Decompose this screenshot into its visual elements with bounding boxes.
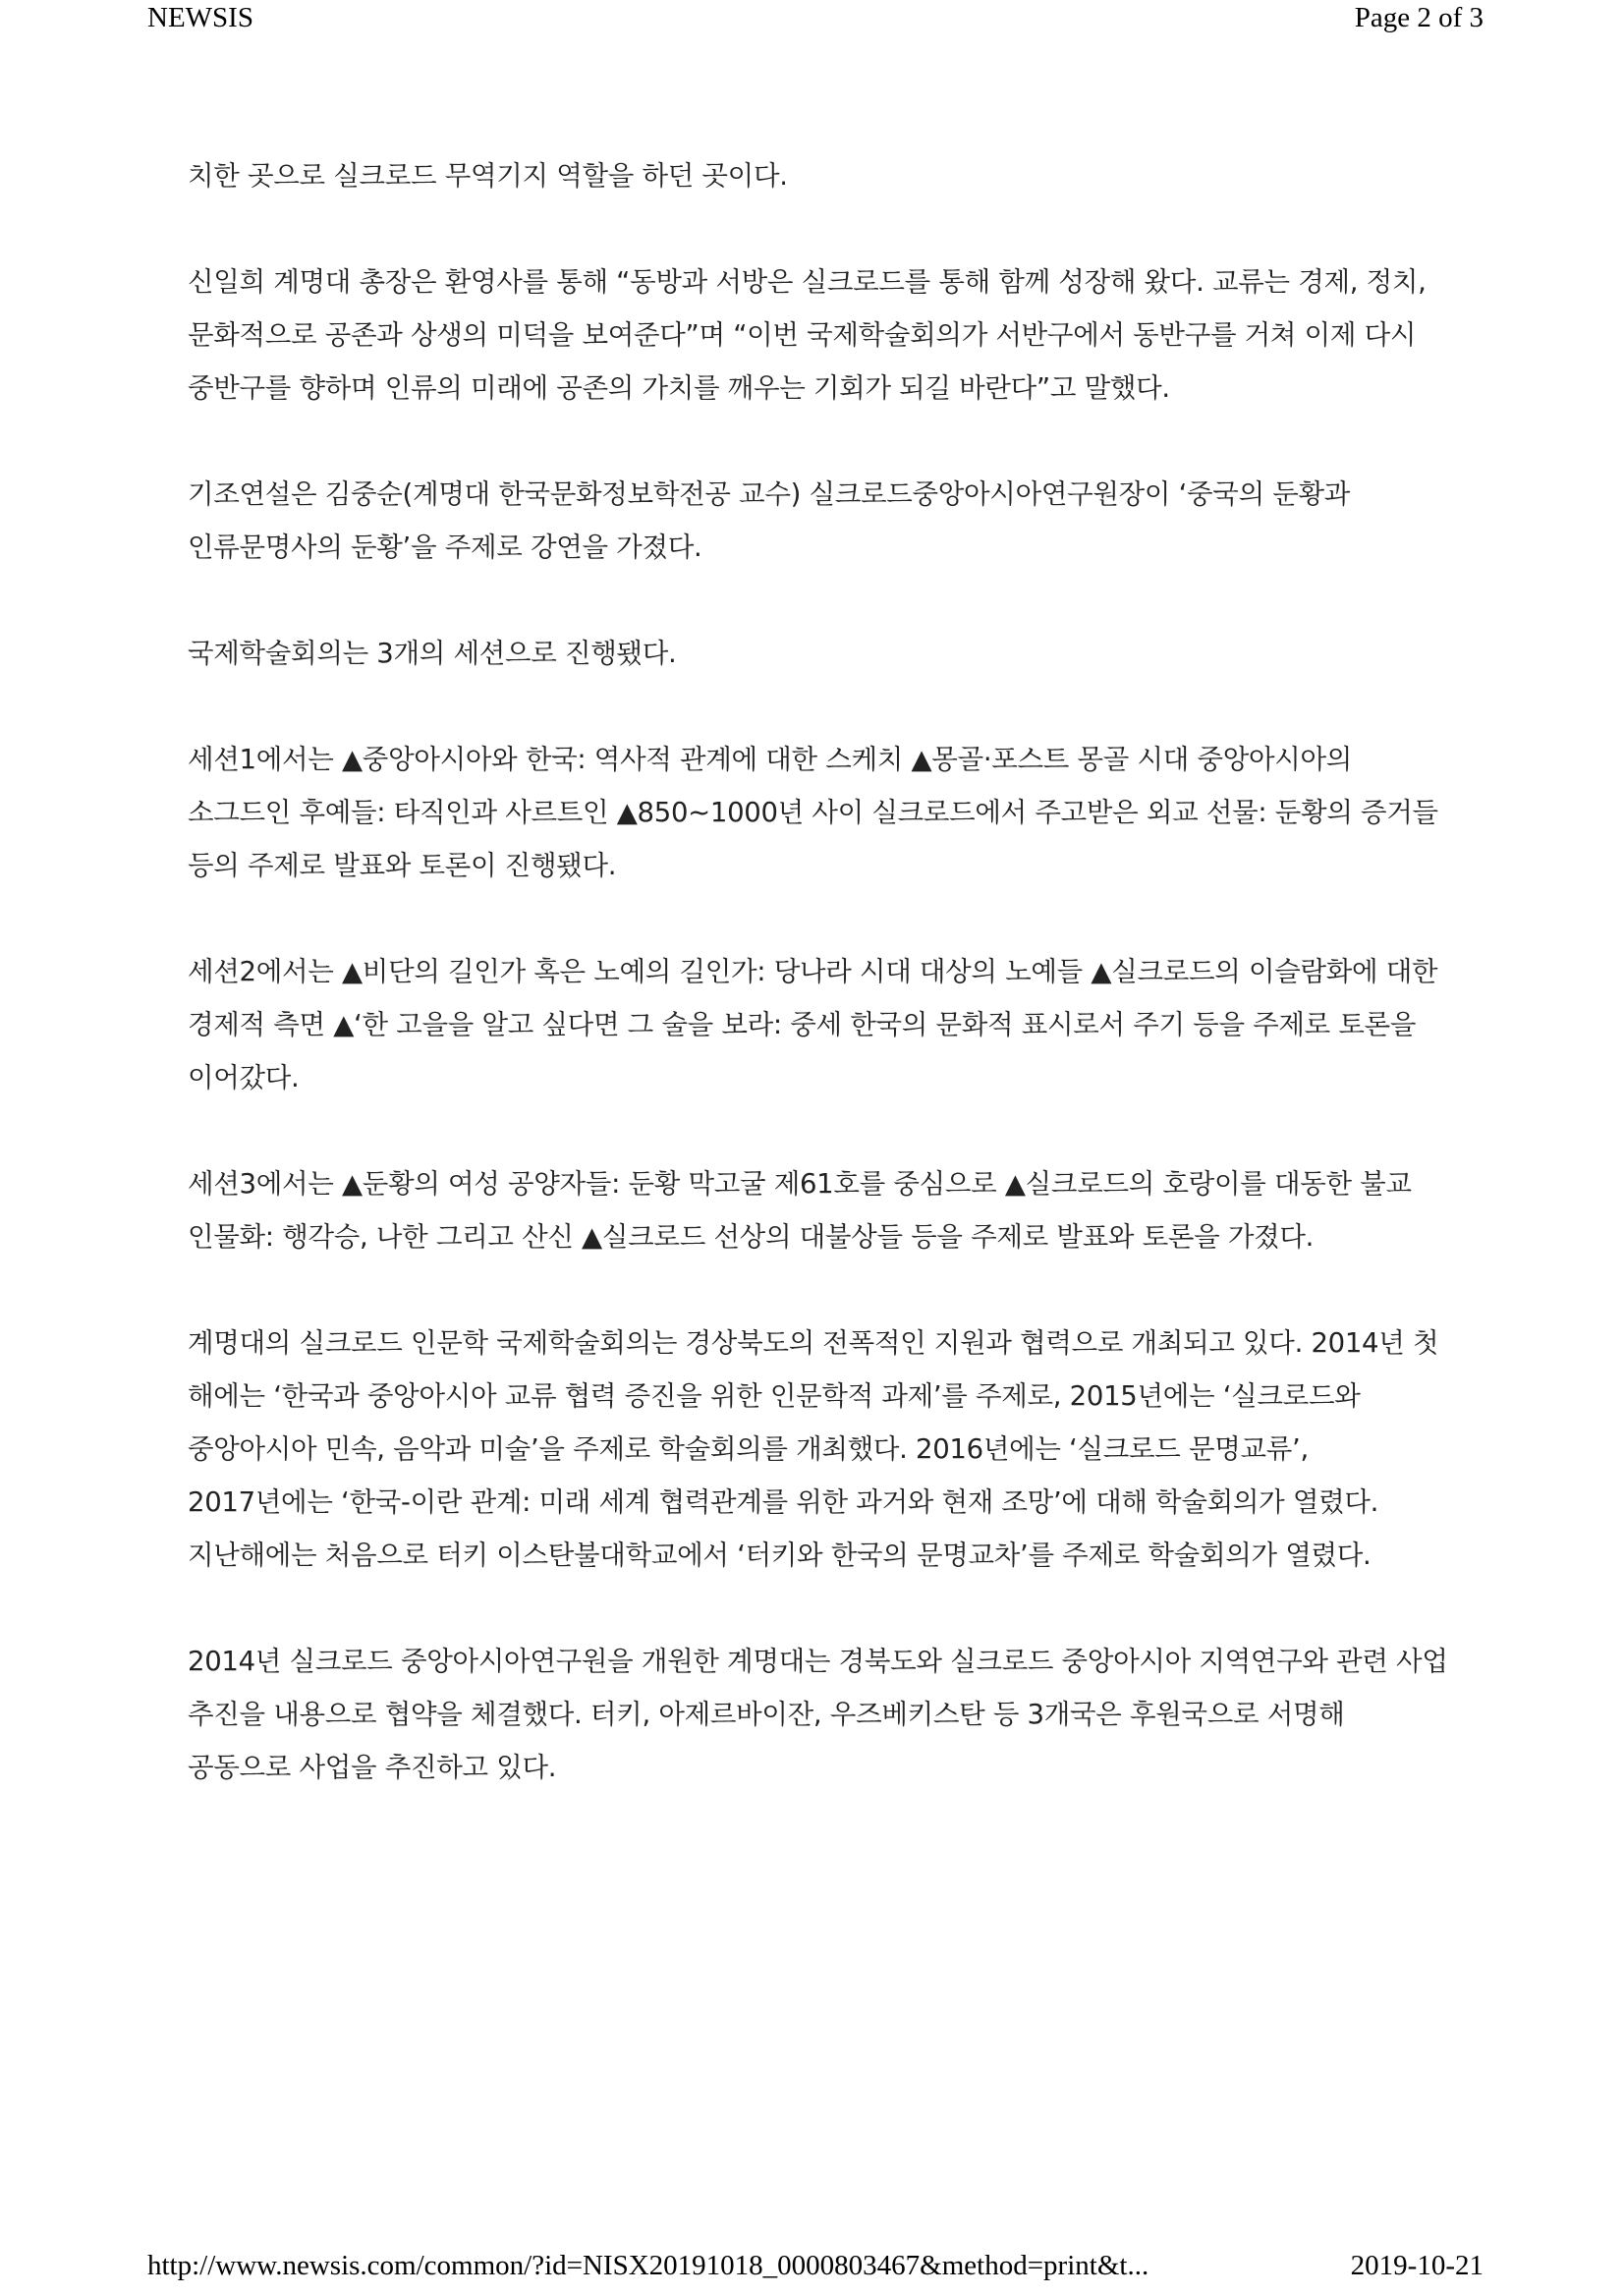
article-body bbox=[188, 149, 1455, 1847]
article-paragraph: 국제학술회의는 3개의 세션으로 진행됐다. bbox=[188, 638, 677, 669]
article-paragraph: 기조연설은 김중순(계명대 한국문화정보학전공 교수) 실크로드중앙아시아연구원장이 ‘중국의 둔황과 인류문명사의 둔황’을 주제로 강연을 가졌다. bbox=[188, 478, 1351, 563]
article-paragraph: 세션1에서는 ▲중앙아시아와 한국: 역사적 관계에 대한 스케치 ▲몽골·포스트 몽골 시대 중앙아시아의 소그드인 후예들: 타직인과 사르트인 ▲850~1000년 사이 실크로드에서 주고받은 외교 선물: 둔황의 증거들 등의 주제로 발표와 토론이 진행됐다. bbox=[188, 744, 1438, 881]
article-paragraph: 세션2에서는 ▲비단의 길인가 혹은 노예의 길인가: 당나라 시대 대상의 노예들 ▲실크로드의 이슬람화에 대한 경제적 측면 ▲‘한 고을을 알고 싶다면 그 술을 보라: 중세 한국의 문화적 표시로서 주기 등을 주제로 토론을 이어갔다. bbox=[188, 956, 1438, 1093]
article-paragraph: 세션3에서는 ▲둔황의 여성 공양자들: 둔황 막고굴 제61호를 중심으로 ▲실크로드의 호랑이를 대동한 불교 인물화: 행각승, 나한 그리고 산신 ▲실크로드 선상의 대불상들 등을 주제로 발표와 토론을 가졌다. bbox=[188, 1168, 1412, 1253]
article-paragraph: 치한 곳으로 실크로드 무역기지 역할을 하던 곳이다. bbox=[188, 160, 788, 192]
footer-url-link[interactable]: http://www.newsis.com/common/?id=NISX20191018_0000803467&method=print&t... bbox=[147, 2250, 1149, 2281]
article-paragraph: 신일희 계명대 총장은 환영사를 통해 “동방과 서방은 실크로드를 통해 함께 성장해 왔다. 교류는 경제, 정치, 문화적으로 공존과 상생의 미덕을 보여준다”며 “이번 국제학술회의가 서반구에서 동반구를 거쳐 이제 다시 중반구를 향하며 인류의 미래에 공존의 가치를 깨우는 기회가 되길 바란다”고 말했다. bbox=[188, 266, 1427, 404]
article-paragraph: 계명대의 실크로드 인문학 국제학술회의는 경상북도의 전폭적인 지원과 협력으로 개최되고 있다. 2014년 첫 해에는 ‘한국과 중앙아시아 교류 협력 증진을 위한 인문학적 과제’를 주제로, 2015년에는 ‘실크로드와 중앙아시아 민속, 음악과 미술’을 주제로 학술회의를 개최했다. 2016년에는 ‘실크로드 문명교류’, 2017년에는 ‘한국-이란 관계: 미래 세계 협력관계를 위한 과거와 현재 조망’에 대해 학술회의가 열렸다. 지난해에는 처음으로 터키 이스탄불대학교에서 ‘터키와 한국의 문명교차’를 주제로 학술회의가 열렸다. bbox=[188, 1327, 1439, 1571]
header-source: NEWSIS bbox=[147, 2, 253, 33]
header-page-number: Page 2 of 3 bbox=[1354, 2, 1484, 33]
article-paragraph: 2014년 실크로드 중앙아시아연구원을 개원한 계명대는 경북도와 실크로드 중앙아시아 지역연구와 관련 사업 추진을 내용으로 협약을 체결했다. 터키, 아제르바이잔, 우즈베키스탄 등 3개국은 후원국으로 서명해 공동으로 사업을 추진하고 있다. bbox=[188, 1646, 1448, 1783]
footer-date: 2019-10-21 bbox=[1350, 2250, 1484, 2281]
